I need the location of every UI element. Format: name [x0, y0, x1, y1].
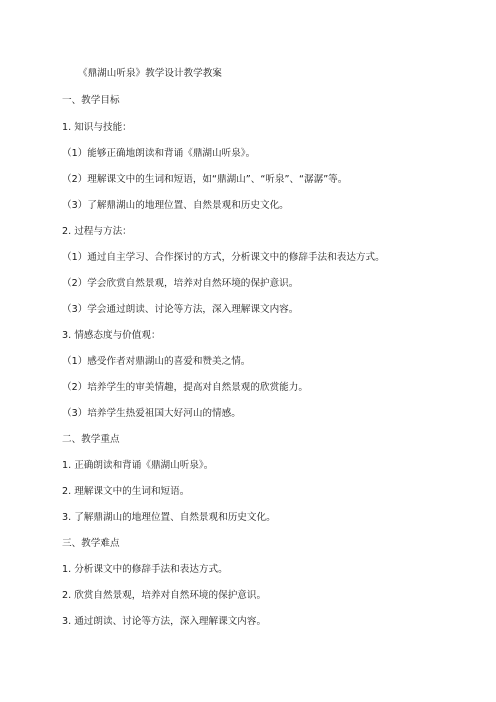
list-item: 3. 了解鼎湖山的地理位置、自然景观和历史文化。	[62, 512, 276, 523]
subsection-heading: 2. 过程与方法：	[62, 226, 132, 237]
list-item: （3）学会通过朗读、讨论等方法，深入理解课文内容。	[62, 304, 299, 315]
list-item: （3）培养学生热爱祖国大好河山的情感。	[62, 408, 241, 419]
list-item: （1）通过自主学习、合作探讨的方式，分析课文中的修辞手法和表达方式。	[62, 252, 385, 263]
list-item: （2）学会欣赏自然景观，培养对自然环境的保护意识。	[62, 278, 299, 289]
list-item: （3）了解鼎湖山的地理位置、自然景观和历史文化。	[62, 200, 289, 211]
section-heading-difficulties: 三、教学难点	[62, 538, 120, 549]
list-item: 2. 欣赏自然景观，培养对自然环境的保护意识。	[62, 590, 267, 601]
subsection-heading: 3. 情感态度与价值观：	[62, 330, 161, 341]
list-item: （2）培养学生的审美情趣，提高对自然景观的欣赏能力。	[62, 382, 308, 393]
list-item: （2）理解课文中的生词和短语，如“鼎湖山”、“听泉”、“潺潺”等。	[62, 174, 348, 185]
list-item: 2. 理解课文中的生词和短语。	[62, 486, 190, 497]
section-heading-key-points: 二、教学重点	[62, 434, 120, 445]
document-title: 《鼎湖山听泉》教学设计教学教案	[78, 68, 222, 79]
section-heading-objectives: 一、教学目标	[62, 95, 120, 106]
list-item: 3. 通过朗读、讨论等方法，深入理解课文内容。	[62, 616, 267, 627]
subsection-heading: 1. 知识与技能：	[62, 122, 132, 133]
list-item: 1. 分析课文中的修辞手法和表达方式。	[62, 564, 228, 575]
list-item: 1. 正确朗读和背诵《鼎湖山听泉》。	[62, 460, 214, 471]
list-item: （1）感受作者对鼎湖山的喜爱和赞美之情。	[62, 356, 251, 367]
list-item: （1）能够正确地朗读和背诵《鼎湖山听泉》。	[62, 148, 256, 159]
